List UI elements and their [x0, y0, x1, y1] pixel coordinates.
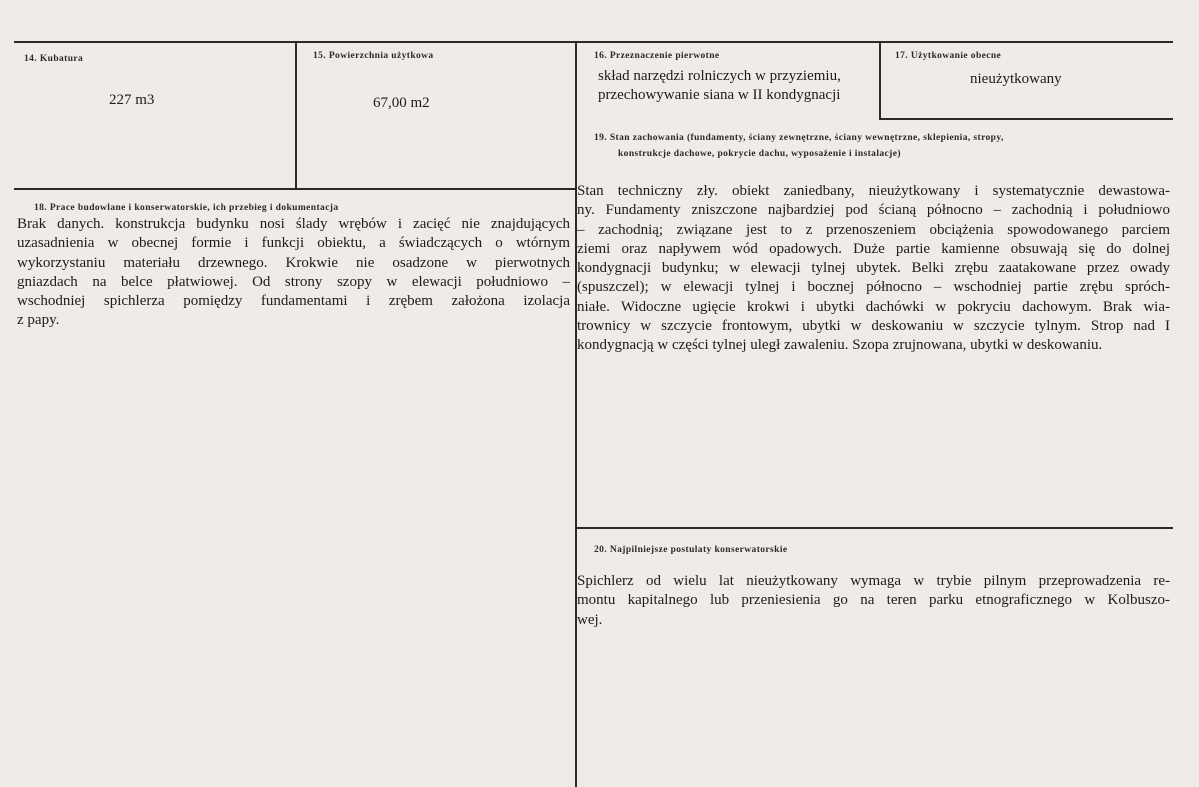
center-divider	[575, 41, 577, 787]
stan-label-line-2: konstrukcje dachowe, pokrycie dachu, wyposażenie i instalacje)	[618, 149, 901, 159]
stan-line: kondygnacją w części tylnej uległ zawaleniu. Szopa zrujnowana, ubytki w deskowaniu.	[577, 337, 1103, 354]
uzytkowanie-value: nieużytkowany	[970, 71, 1062, 87]
divider-16-17	[879, 41, 881, 120]
postulaty-line: Spichlerz od wielu lat nieużytkowany wymaga w trybie pilnym przeprowadzenia re-	[577, 573, 1170, 589]
przeznaczenie-line-2: przechowywanie siana w II kondygnacji	[598, 87, 841, 103]
stan-line: kondygnacji budynku; w elewacji tylnej ubytek. Belki zrębu zaatakowane przez owady	[577, 260, 1170, 277]
prace-text	[17, 215, 570, 331]
field17-bottom-line	[881, 118, 1173, 120]
postulaty-line: wej.	[577, 611, 603, 628]
prace-line: Brak danych. konstrukcja budynku nosi ślady wrębów i zacięć nie znajdujących	[17, 216, 570, 232]
kubatura-label: 14. Kubatura	[24, 54, 84, 64]
top-border-line	[14, 41, 1173, 43]
prace-line: wykorzystaniu materiału drzewnego. Krokwie nie osadzone w pierwotnych	[17, 254, 570, 271]
postulaty-line: montu kapitalnego lub przeniesienia go na teren parku etnograficznego w Kolbuszo-	[577, 592, 1170, 609]
field19-bottom-line	[577, 527, 1173, 529]
prace-label: 18. Prace budowlane i konserwatorskie, ich przebieg i dokumentacja	[34, 203, 339, 213]
prace-line: uzasadnienia w obecnej formie i funkcji obiektu, a świadczących o wtórnym	[17, 235, 570, 252]
powierzchnia-value: 67,00 m2	[373, 95, 430, 111]
prace-line: gniazdach na belce płatwiowej. Od strony szopy w elewacji południowo –	[17, 273, 570, 290]
stan-line: – zachodnią; związane jest to z przenoszeniem obciążenia spowodowanego parciem	[577, 221, 1170, 238]
powierzchnia-label: 15. Powierzchnia użytkowa	[313, 51, 434, 61]
uzytkowanie-label: 17. Użytkowanie obecne	[895, 51, 1002, 61]
prace-line: z papy.	[17, 312, 60, 329]
stan-text	[577, 182, 1170, 356]
przeznaczenie-line-1: skład narzędzi rolniczych w przyziemiu,	[598, 68, 841, 84]
postulaty-text	[577, 572, 1170, 630]
prace-line: wschodniej spichlerza pomiędzy fundamentami i zrębem założona izolacja	[17, 293, 570, 310]
postulaty-label: 20. Najpilniejsze postulaty konserwatorskie	[594, 545, 788, 555]
przeznaczenie-label: 16. Przeznaczenie pierwotne	[594, 51, 720, 61]
stan-line: ny. Fundamenty zniszczone najbardziej pod ścianą północno – zachodnią i południowo	[577, 202, 1170, 219]
kubatura-value: 227 m3	[109, 92, 155, 108]
stan-line: trownicy w szczycie frontowym, ubytki w deskowaniu w szczycie tylnym. Strop nad I	[577, 318, 1170, 335]
stan-line: ziemi oraz napływem wód opadowych. Duże partie kamienne obsuwają się do dolnej	[577, 240, 1170, 257]
stan-line: Stan techniczny zły. obiekt zaniedbany, nieużytkowany i systematycznie dewastowa-	[577, 183, 1170, 199]
divider-14-15	[295, 41, 297, 190]
stan-label-line-1: 19. Stan zachowania (fundamenty, ściany zewnętrzne, ściany wewnętrzne, sklepienia, stropy,	[594, 133, 1004, 143]
stan-line: (spuszczel); w elewacji tylnej i bocznej północno – wschodniej partie zrębu spróch-	[577, 279, 1170, 296]
stan-line: niałe. Widoczne ugięcie krokwi i ubytki dachówki w pokryciu dachowym. Brak wia-	[577, 298, 1170, 315]
